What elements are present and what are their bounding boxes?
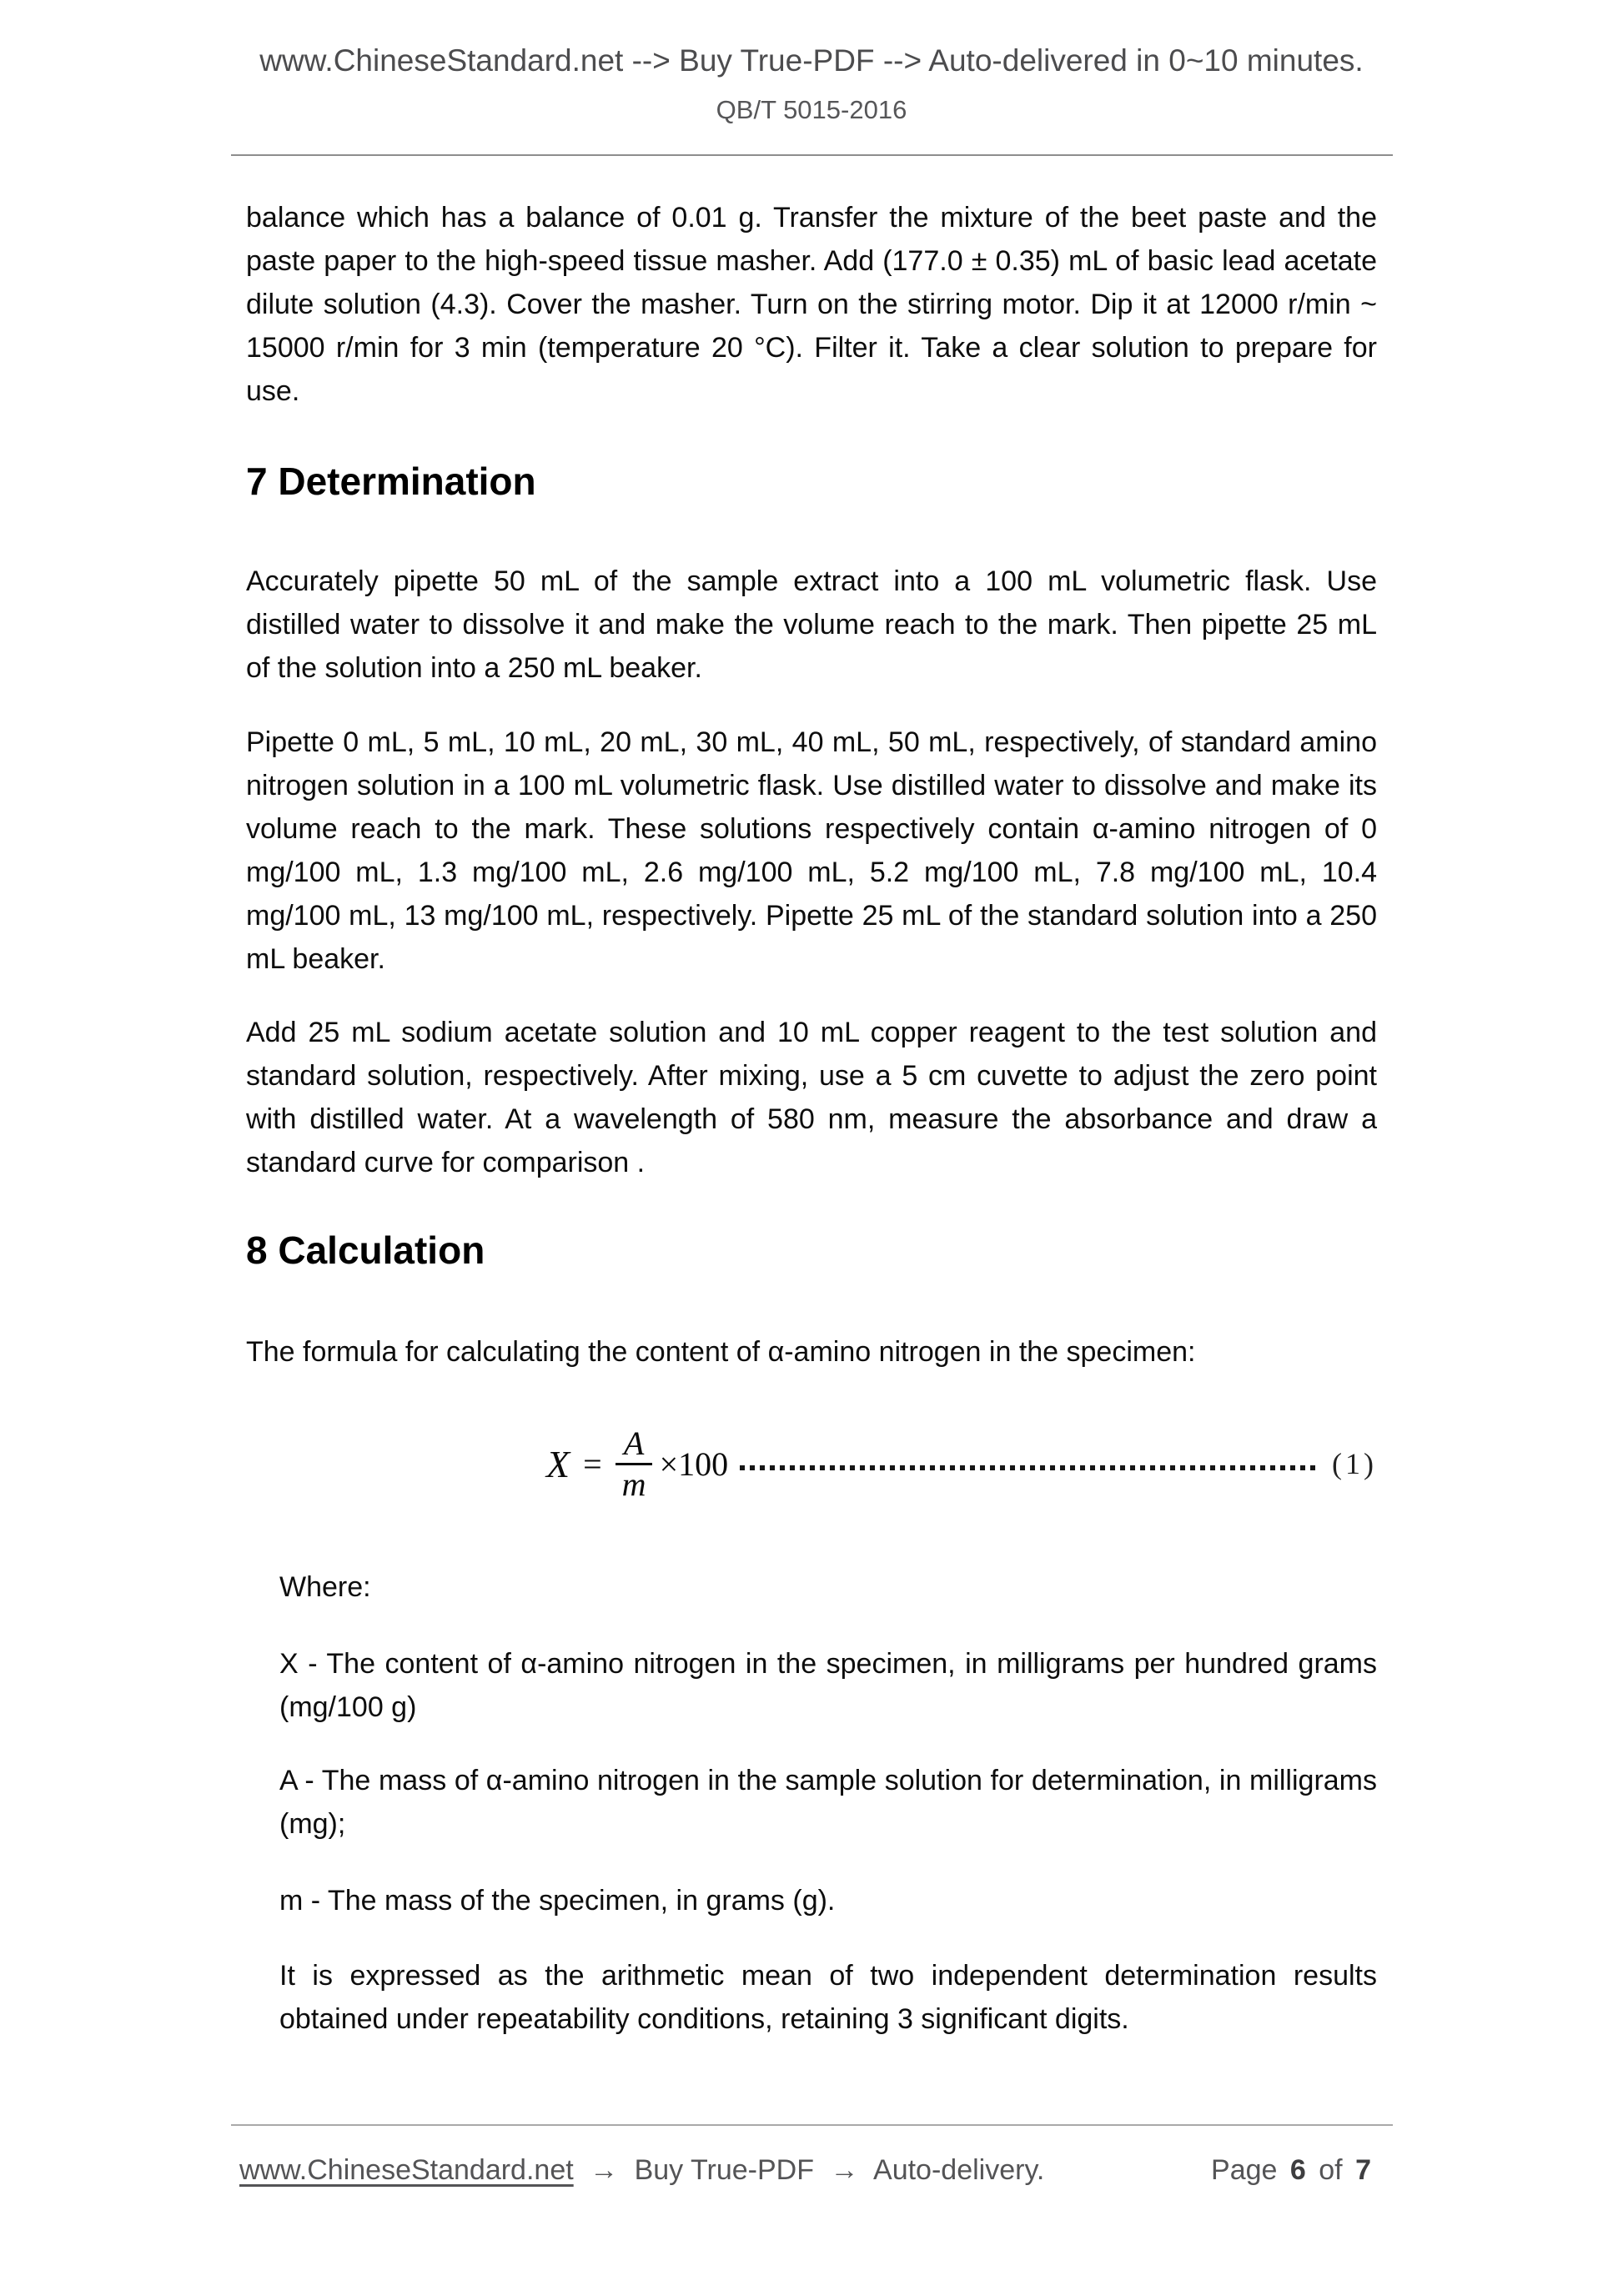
paragraph-intro: balance which has a balance of 0.01 g. Transfer the mixture of the beet paste and the paste paper to the high-speed tissue masher. Add (177.0 ± 0.35) mL of basic lead acetate dilute solution (4.3). Cover the masher. Turn on the stirring motor. Dip it at 12000 r/min ~ 15000 r/min for 3 min (temperature 20 °C). Filter it. Take a clear solution to prepare for use. bbox=[246, 202, 1377, 407]
footer-delivery-text: Auto-delivery. bbox=[873, 2154, 1045, 2186]
definition-x: X - The content of α-amino nitrogen in the specimen, in milligrams per hundred grams (mg/100 g) bbox=[279, 1648, 1377, 1723]
of-label: of bbox=[1319, 2154, 1343, 2186]
definition-a: A - The mass of α-amino nitrogen in the sample solution for determination, in milligrams (mg); bbox=[279, 1765, 1377, 1840]
dotted-leader bbox=[740, 1465, 1317, 1470]
section-7-paragraph-1: Accurately pipette 50 mL of the sample extract into a 100 mL volumetric flask. Use distilled water to dissolve it and make the volume reach to the mark. Then pipette 25 mL of the solution into a 250 mL beaker. bbox=[246, 565, 1377, 684]
page-footer bbox=[239, 2154, 1376, 2187]
page-indicator bbox=[1211, 2154, 1376, 2187]
formula-multiplier: ×100 bbox=[659, 1444, 729, 1483]
formula-equals-sign: = bbox=[583, 1444, 602, 1483]
footer-buy-text: Buy True-PDF bbox=[634, 2154, 814, 2186]
section-7-paragraph-2: Pipette 0 mL, 5 mL, 10 mL, 20 mL, 30 mL, 40 mL, 50 mL, respectively, of standard amino nitrogen solution in a 100 mL volumetric flask. Use distilled water to dissolve and make its volume reach to the mark. These solutions respectively contain α-amino nitrogen of 0 mg/100 mL, 1.3 mg/100 mL, 2.6 mg/100 mL, 5.2 mg/100 mL, 7.8 mg/100 mL, 10.4 mg/100 mL, 13 mg/100 mL, respectively. Pipette 25 mL of the standard solution into a 250 mL beaker. bbox=[246, 726, 1377, 975]
arrow-right-icon: → bbox=[590, 2154, 619, 2186]
current-page-number: 6 bbox=[1289, 2154, 1306, 2186]
definition-m: m - The mass of the specimen, in grams (g). bbox=[279, 1885, 836, 1917]
equation-number: (1) bbox=[1332, 1447, 1377, 1480]
page-label: Page bbox=[1211, 2154, 1278, 2186]
footer-site-link[interactable]: www.ChineseStandard.net bbox=[239, 2154, 574, 2186]
section-8-heading: 8 Calculation bbox=[246, 1228, 485, 1272]
where-label: Where: bbox=[279, 1571, 371, 1603]
standard-code: QB/T 5015-2016 bbox=[716, 95, 907, 124]
section-7-heading: 7 Determination bbox=[246, 460, 536, 503]
formula-fraction bbox=[614, 1424, 655, 1504]
formula-denominator: m bbox=[621, 1465, 646, 1503]
formula-equation-1 bbox=[546, 1414, 1377, 1514]
arrow-right-icon: → bbox=[830, 2154, 859, 2186]
header-divider bbox=[231, 154, 1393, 156]
header-tagline: www.ChineseStandard.net --> Buy True-PDF --> Auto-delivered in 0~10 minutes. bbox=[259, 43, 1364, 78]
formula-numerator: A bbox=[616, 1424, 652, 1465]
section-7-paragraph-3: Add 25 mL sodium acetate solution and 10 mL copper reagent to the test solution and standard solution, respectively. After mixing, use a 5 cm cuvette to adjust the zero point with distilled water. At a wavelength of 580 nm, measure the absorbance and draw a standard curve for comparison . bbox=[246, 1017, 1377, 1178]
section-8-intro: The formula for calculating the content of α-amino nitrogen in the specimen: bbox=[246, 1336, 1196, 1368]
content-column bbox=[0, 196, 1623, 2041]
footer-divider bbox=[231, 2124, 1393, 2126]
total-page-number: 7 bbox=[1355, 2154, 1371, 2186]
footer-left bbox=[239, 2154, 1211, 2187]
closing-paragraph: It is expressed as the arithmetic mean of two independent determination results obtained under repeatability conditions, retaining 3 significant digits. bbox=[279, 1960, 1377, 2035]
formula-lhs: X bbox=[546, 1442, 570, 1485]
